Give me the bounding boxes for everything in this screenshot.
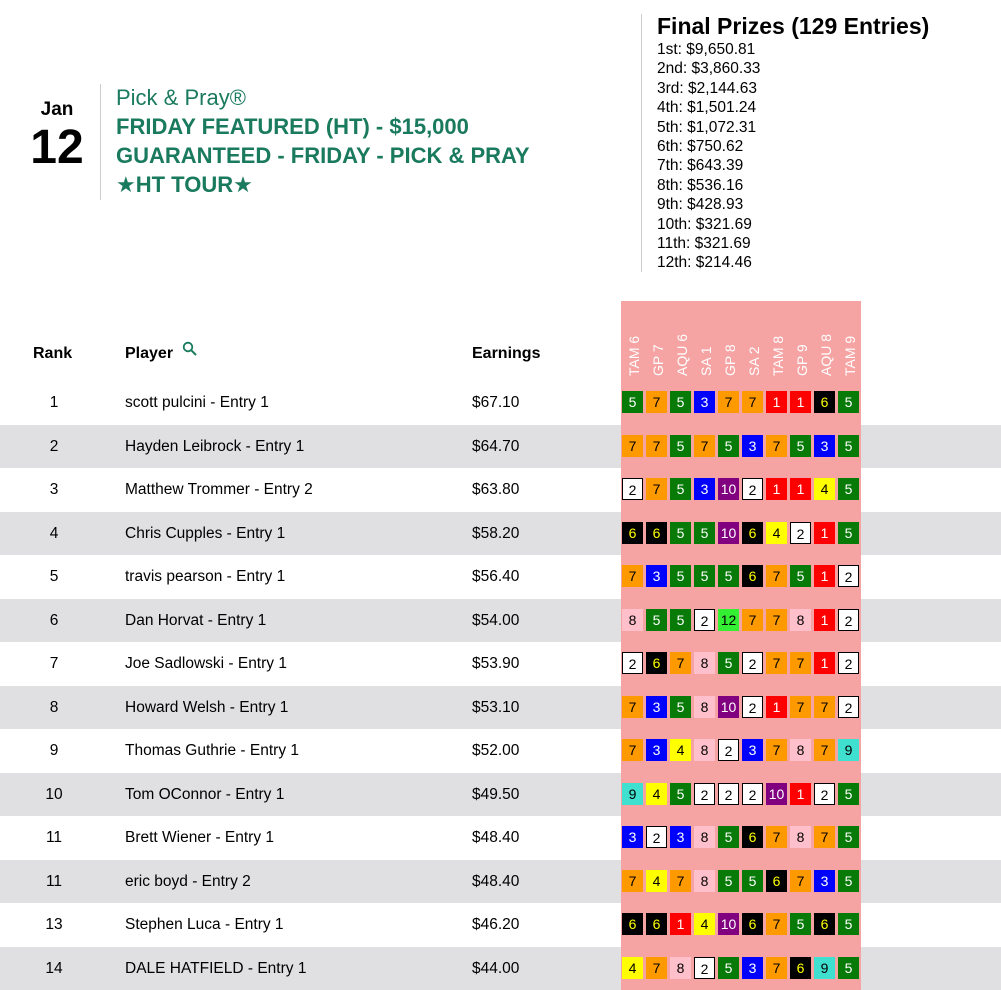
pick-badge: 5: [718, 826, 739, 848]
picks-cell: [621, 686, 861, 730]
earnings-cell: $53.90: [472, 642, 519, 686]
pick-badge: 7: [646, 478, 667, 500]
earnings-cell: $63.80: [472, 468, 519, 512]
rank-cell: 11: [0, 816, 108, 860]
earnings-cell: $46.20: [472, 903, 519, 947]
prize-item: 10th: $321.69: [657, 215, 929, 234]
pick-badge: 5: [694, 522, 715, 544]
pick-badge: 6: [646, 522, 667, 544]
race-header: [622, 300, 646, 380]
date-month: Jan: [22, 98, 92, 122]
player-name-link[interactable]: scott pulcini - Entry 1: [125, 381, 269, 425]
pick-badge: 7: [670, 652, 691, 674]
pick-badge: 7: [766, 913, 787, 935]
earnings-header[interactable]: Earnings: [472, 345, 540, 363]
picks-cell: [621, 512, 861, 556]
pick-badge: 5: [718, 957, 739, 979]
prize-item: 5th: $1,072.31: [657, 118, 929, 137]
pick-badge: 5: [838, 870, 859, 892]
pick-badge: 3: [742, 435, 763, 457]
pick-badge: 1: [790, 478, 811, 500]
earnings-cell: $58.20: [472, 512, 519, 556]
pick-badge: 5: [670, 478, 691, 500]
contest-title-line: GUARANTEED - FRIDAY - PICK & PRAY: [116, 141, 596, 170]
pick-badge: 4: [646, 870, 667, 892]
race-header-label: GP 9: [794, 344, 810, 376]
pick-badge: 7: [646, 391, 667, 413]
divider: [641, 14, 642, 272]
earnings-cell: $44.00: [472, 947, 519, 990]
pick-badge: 7: [670, 870, 691, 892]
prize-item: 7th: $643.39: [657, 156, 929, 175]
earnings-cell: $56.40: [472, 555, 519, 599]
pick-badge: 8: [694, 696, 715, 718]
pick-badge: 7: [790, 696, 811, 718]
pick-badge: 5: [670, 391, 691, 413]
race-header: [838, 300, 862, 380]
pick-badge: 5: [838, 826, 859, 848]
race-header-label: SA 2: [746, 346, 762, 376]
pick-badge: 7: [622, 435, 643, 457]
pick-badge: 7: [814, 696, 835, 718]
earnings-cell: $48.40: [472, 860, 519, 904]
pick-badge: 8: [694, 826, 715, 848]
rank-cell: 4: [0, 512, 108, 556]
prize-item: 8th: $536.16: [657, 176, 929, 195]
pick-badge: 2: [718, 739, 739, 761]
pick-badge: 12: [718, 609, 739, 631]
prize-item: 3rd: $2,144.63: [657, 79, 929, 98]
pick-badge: 5: [838, 913, 859, 935]
player-name-link[interactable]: Stephen Luca - Entry 1: [125, 903, 284, 947]
pick-badge: 10: [766, 783, 787, 805]
rank-cell: 14: [0, 947, 108, 990]
pick-badge: 8: [790, 739, 811, 761]
pick-badge: 6: [766, 870, 787, 892]
pick-badge: 7: [814, 826, 835, 848]
search-icon[interactable]: [182, 341, 198, 362]
pick-badge: 6: [814, 391, 835, 413]
player-name-link[interactable]: Dan Horvat - Entry 1: [125, 599, 266, 643]
pick-badge: 5: [838, 522, 859, 544]
pick-badge: 3: [694, 478, 715, 500]
pick-badge: 6: [742, 522, 763, 544]
pick-badge: 2: [694, 783, 715, 805]
pick-badge: 1: [766, 478, 787, 500]
pick-badge: 8: [790, 609, 811, 631]
race-header-label: AQU 8: [818, 334, 834, 376]
pick-badge: 5: [790, 565, 811, 587]
pick-badge: 3: [814, 870, 835, 892]
prize-item: 4th: $1,501.24: [657, 98, 929, 117]
pick-badge: 5: [790, 913, 811, 935]
pick-badge: 2: [742, 783, 763, 805]
prize-item: 1st: $9,650.81: [657, 40, 929, 59]
pick-badge: 10: [718, 522, 739, 544]
picks-cell: [621, 860, 861, 904]
table-row[interactable]: [0, 381, 1001, 425]
pick-badge: 5: [670, 522, 691, 544]
pick-badge: 5: [718, 652, 739, 674]
picks-cell: [621, 599, 861, 643]
pick-badge: 5: [670, 783, 691, 805]
pick-badge: 1: [766, 391, 787, 413]
pick-badge: 5: [838, 783, 859, 805]
pick-badge: 4: [694, 913, 715, 935]
pick-badge: 7: [766, 957, 787, 979]
table-row[interactable]: [0, 642, 1001, 686]
pick-badge: 7: [766, 652, 787, 674]
pick-badge: 5: [838, 391, 859, 413]
picks-cell: [621, 425, 861, 469]
pick-badge: 6: [814, 913, 835, 935]
contest-title-line: FRIDAY FEATURED (HT) - $15,000: [116, 112, 596, 141]
pick-badge: 1: [814, 652, 835, 674]
table-row[interactable]: [0, 903, 1001, 947]
player-name-link[interactable]: Thomas Guthrie - Entry 1: [125, 729, 299, 773]
pick-badge: 6: [742, 913, 763, 935]
pick-badge: 7: [766, 609, 787, 631]
table-row[interactable]: [0, 773, 1001, 817]
contest-title: [116, 84, 596, 199]
earnings-cell: $53.10: [472, 686, 519, 730]
pick-badge: 5: [646, 609, 667, 631]
prize-list: [657, 40, 929, 273]
picks-cell: [621, 947, 861, 990]
pick-badge: 7: [766, 435, 787, 457]
pick-badge: 2: [646, 826, 667, 848]
table-row[interactable]: [0, 816, 1001, 860]
race-header: [646, 300, 670, 380]
pick-badge: 5: [790, 435, 811, 457]
pick-badge: 4: [622, 957, 643, 979]
contest-brand: Pick & Pray®: [116, 84, 596, 112]
player-name-link[interactable]: Joe Sadlowski - Entry 1: [125, 642, 287, 686]
pick-badge: 5: [694, 565, 715, 587]
rank-cell: 5: [0, 555, 108, 599]
race-header: [766, 300, 790, 380]
pick-badge: 6: [790, 957, 811, 979]
pick-badge: 7: [622, 739, 643, 761]
pick-badge: 6: [646, 913, 667, 935]
prizes-heading: Final Prizes (129 Entries): [657, 12, 929, 40]
pick-badge: 2: [718, 783, 739, 805]
table-row[interactable]: [0, 947, 1001, 990]
pick-badge: 6: [646, 652, 667, 674]
rank-cell: 2: [0, 425, 108, 469]
player-name-link[interactable]: Hayden Leibrock - Entry 1: [125, 425, 304, 469]
pick-badge: 5: [718, 565, 739, 587]
pick-badge: 3: [646, 739, 667, 761]
player-name-link[interactable]: Howard Welsh - Entry 1: [125, 686, 288, 730]
pick-badge: 7: [790, 652, 811, 674]
picks-cell: [621, 555, 861, 599]
pick-badge: 2: [790, 522, 811, 544]
pick-badge: 5: [742, 870, 763, 892]
rank-cell: 9: [0, 729, 108, 773]
pick-badge: 5: [670, 565, 691, 587]
earnings-cell: $54.00: [472, 599, 519, 643]
date-day: 12: [22, 122, 92, 174]
pick-badge: 5: [718, 870, 739, 892]
pick-badge: 5: [670, 435, 691, 457]
pick-badge: 2: [742, 652, 763, 674]
pick-badge: 5: [838, 957, 859, 979]
pick-badge: 1: [790, 783, 811, 805]
table-row[interactable]: [0, 425, 1001, 469]
prize-item: 6th: $750.62: [657, 137, 929, 156]
pick-badge: 1: [814, 522, 835, 544]
rank-cell: 13: [0, 903, 108, 947]
rank-cell: 3: [0, 468, 108, 512]
pick-badge: 5: [718, 435, 739, 457]
pick-badge: 10: [718, 696, 739, 718]
pick-badge: 5: [622, 391, 643, 413]
race-header: [790, 300, 814, 380]
contest-date: [22, 98, 92, 174]
pick-badge: 9: [814, 957, 835, 979]
picks-cell: [621, 903, 861, 947]
table-row[interactable]: [0, 468, 1001, 512]
pick-badge: 4: [670, 739, 691, 761]
player-name-link[interactable]: travis pearson - Entry 1: [125, 555, 285, 599]
table-row[interactable]: [0, 729, 1001, 773]
pick-badge: 2: [814, 783, 835, 805]
pick-badge: 5: [670, 609, 691, 631]
rank-cell: 11: [0, 860, 108, 904]
race-header-label: TAM 6: [626, 336, 642, 376]
pick-badge: 2: [838, 696, 859, 718]
pick-badge: 4: [646, 783, 667, 805]
race-header: [814, 300, 838, 380]
pick-badge: 3: [742, 957, 763, 979]
rank-header[interactable]: Rank: [33, 345, 72, 363]
race-header-label: GP 7: [650, 344, 666, 376]
pick-badge: 7: [718, 391, 739, 413]
rank-cell: 6: [0, 599, 108, 643]
pick-badge: 8: [694, 739, 715, 761]
pick-badge: 1: [814, 565, 835, 587]
rank-cell: 8: [0, 686, 108, 730]
pick-badge: 5: [838, 478, 859, 500]
pick-badge: 1: [790, 391, 811, 413]
prize-item: 12th: $214.46: [657, 253, 929, 272]
pick-badge: 9: [622, 783, 643, 805]
table-row[interactable]: [0, 512, 1001, 556]
earnings-cell: $52.00: [472, 729, 519, 773]
pick-badge: 6: [742, 565, 763, 587]
race-header-label: TAM 8: [770, 336, 786, 376]
contest-title-line: ★HT TOUR★: [116, 170, 596, 199]
pick-badge: 8: [694, 870, 715, 892]
pick-badge: 6: [622, 913, 643, 935]
pick-badge: 8: [670, 957, 691, 979]
picks-cell: [621, 729, 861, 773]
pick-badge: 1: [766, 696, 787, 718]
pick-badge: 2: [622, 652, 643, 674]
prize-item: 9th: $428.93: [657, 195, 929, 214]
pick-badge: 3: [814, 435, 835, 457]
player-name-link[interactable]: Brett Wiener - Entry 1: [125, 816, 274, 860]
pick-badge: 7: [622, 696, 643, 718]
player-header-label[interactable]: Player: [125, 345, 173, 362]
picks-cell: [621, 642, 861, 686]
race-header: [718, 300, 742, 380]
pick-badge: 7: [622, 565, 643, 587]
prize-item: 11th: $321.69: [657, 234, 929, 253]
final-prizes: [657, 12, 929, 273]
player-header[interactable]: [125, 345, 198, 363]
table-row[interactable]: [0, 599, 1001, 643]
table-row[interactable]: [0, 860, 1001, 904]
rank-cell: 1: [0, 381, 108, 425]
player-name-link[interactable]: eric boyd - Entry 2: [125, 860, 251, 904]
pick-badge: 3: [670, 826, 691, 848]
pick-badge: 1: [814, 609, 835, 631]
table-row[interactable]: [0, 555, 1001, 599]
pick-badge: 2: [694, 609, 715, 631]
pick-badge: 10: [718, 913, 739, 935]
pick-badge: 3: [646, 696, 667, 718]
prize-item: 2nd: $3,860.33: [657, 59, 929, 78]
divider: [100, 84, 101, 200]
picks-cell: [621, 773, 861, 817]
pick-badge: 2: [622, 478, 643, 500]
pick-badge: 4: [814, 478, 835, 500]
player-name-link[interactable]: Tom OConnor - Entry 1: [125, 773, 284, 817]
race-header-label: GP 8: [722, 344, 738, 376]
pick-badge: 2: [742, 696, 763, 718]
pick-badge: 7: [742, 609, 763, 631]
pick-badge: 6: [622, 522, 643, 544]
pick-badge: 7: [694, 435, 715, 457]
pick-badge: 3: [694, 391, 715, 413]
pick-badge: 7: [814, 739, 835, 761]
pick-badge: 6: [742, 826, 763, 848]
picks-cell: [621, 468, 861, 512]
pick-badge: 9: [838, 739, 859, 761]
pick-badge: 3: [622, 826, 643, 848]
pick-badge: 7: [766, 565, 787, 587]
earnings-cell: $49.50: [472, 773, 519, 817]
pick-badge: 8: [694, 652, 715, 674]
pick-badge: 7: [766, 826, 787, 848]
pick-badge: 7: [742, 391, 763, 413]
picks-cell: [621, 381, 861, 425]
pick-badge: 2: [838, 565, 859, 587]
pick-badge: 10: [718, 478, 739, 500]
pick-badge: 3: [646, 565, 667, 587]
pick-badge: 1: [670, 913, 691, 935]
player-name-link[interactable]: Chris Cupples - Entry 1: [125, 512, 285, 556]
rank-cell: 7: [0, 642, 108, 686]
pick-badge: 7: [766, 739, 787, 761]
pick-badge: 4: [766, 522, 787, 544]
pick-badge: 7: [646, 435, 667, 457]
earnings-cell: $48.40: [472, 816, 519, 860]
pick-badge: 2: [838, 609, 859, 631]
race-header: [742, 300, 766, 380]
pick-badge: 3: [742, 739, 763, 761]
race-header-label: AQU 6: [674, 334, 690, 376]
pick-badge: 2: [838, 652, 859, 674]
race-header: [670, 300, 694, 380]
player-name-link[interactable]: Matthew Trommer - Entry 2: [125, 468, 313, 512]
pick-badge: 5: [838, 435, 859, 457]
pick-badge: 8: [790, 826, 811, 848]
pick-badge: 5: [670, 696, 691, 718]
earnings-cell: $67.10: [472, 381, 519, 425]
pick-badge: 2: [742, 478, 763, 500]
rank-cell: 10: [0, 773, 108, 817]
pick-badge: 7: [646, 957, 667, 979]
player-name-link[interactable]: DALE HATFIELD - Entry 1: [125, 947, 306, 990]
table-row[interactable]: [0, 686, 1001, 730]
earnings-cell: $64.70: [472, 425, 519, 469]
race-header-label: SA 1: [698, 346, 714, 376]
race-header: [694, 300, 718, 380]
race-header-label: TAM 9: [842, 336, 858, 376]
pick-badge: 7: [622, 870, 643, 892]
pick-badge: 8: [622, 609, 643, 631]
pick-badge: 2: [694, 957, 715, 979]
picks-cell: [621, 816, 861, 860]
pick-badge: 7: [790, 870, 811, 892]
